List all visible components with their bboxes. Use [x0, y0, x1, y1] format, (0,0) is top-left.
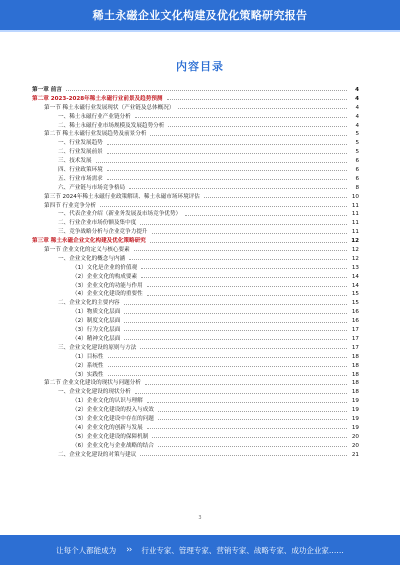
toc-entry-title: 第二章 2023-2028年稀土永磁行业前景及趋势预测 [32, 95, 163, 102]
toc-entry[interactable] [32, 424, 359, 433]
toc-entry-page: 6 [355, 175, 359, 182]
toc-entry-title: 第三节 2024年稀土永磁行业政策解读、稀土永磁市场环境评估 [44, 193, 200, 200]
toc-leader-dots [124, 312, 347, 314]
toc-entry-page: 18 [351, 371, 359, 378]
toc-entry[interactable] [32, 397, 359, 406]
toc-entry[interactable] [32, 113, 359, 122]
toc-leader-dots [204, 196, 347, 198]
toc-entry-page: 16 [351, 309, 359, 316]
toc-entry[interactable] [32, 157, 359, 166]
chevron-icon: ›› [126, 545, 132, 555]
toc-leader-dots [147, 285, 347, 287]
header-divider [0, 30, 400, 32]
toc-entry-title: （1）目标性 [72, 353, 104, 360]
toc-entry-title: 第二节 企业文化建设的现状与问题分析 [44, 380, 141, 387]
toc-leader-dots [167, 98, 347, 100]
toc-entry-page: 19 [351, 398, 359, 405]
toc-entry-title: 二、企业文化的主要内容 [58, 300, 120, 307]
toc-entry-title: （1）文化是企业的价值观 [72, 264, 138, 271]
toc-entry-title: （3）实践性 [72, 371, 104, 378]
toc-entry[interactable] [32, 202, 359, 211]
toc-entry-page: 12 [351, 247, 359, 254]
toc-entry-title: 第三章 稀土永磁企业文化构建及优化策略研究 [32, 238, 146, 245]
document-footer [0, 535, 400, 565]
toc-leader-dots [178, 107, 347, 109]
toc-entry-page: 8 [355, 184, 359, 191]
toc-entry-page: 11 [351, 211, 359, 218]
toc-entry[interactable] [32, 130, 359, 139]
toc-leader-dots [107, 143, 347, 145]
toc-entry[interactable] [32, 308, 359, 317]
toc-leader-dots [145, 383, 347, 385]
toc-entry-page: 14 [351, 273, 359, 280]
toc-entry-page: 11 [351, 229, 359, 236]
toc-entry-title: （4）企业文化建设的重要性 [72, 291, 143, 298]
toc-entry-page: 21 [351, 451, 359, 458]
toc-entry-title: 二、企业文化建设的对策与建议 [58, 451, 137, 458]
toc-entry[interactable] [32, 210, 359, 219]
toc-entry-page: 11 [351, 202, 359, 209]
toc-leader-dots [152, 232, 347, 234]
toc-entry-page: 5 [355, 149, 359, 156]
toc-entry-page: 4 [355, 104, 359, 111]
toc-leader-dots [124, 303, 347, 305]
toc-entry[interactable] [32, 282, 359, 291]
document-header [0, 0, 400, 30]
toc-entry-title: （4）企业文化的创新与发展 [72, 424, 143, 431]
toc-entry[interactable] [32, 379, 359, 388]
toc-entry-page: 12 [351, 255, 359, 262]
toc-entry[interactable] [32, 290, 359, 299]
toc-leader-dots [100, 205, 347, 207]
toc-entry-page: 5 [355, 131, 359, 138]
toc-entry-title: 第一节 企业文化的定义与核心要素 [44, 247, 130, 254]
toc-entry-page: 17 [351, 335, 359, 342]
toc-leader-dots [107, 152, 347, 154]
toc-entry-title: 第四节 行业竞争分析 [44, 202, 97, 209]
toc-leader-dots [141, 276, 347, 278]
toc-leader-dots [158, 445, 347, 447]
toc-entry-page: 4 [355, 113, 359, 120]
toc-entry-title: 三、企业文化建设的原则与方法 [58, 344, 137, 351]
toc-entry-title: 三、技术发展 [58, 158, 92, 165]
toc-entry-page: 6 [355, 167, 359, 174]
toc-entry-page: 19 [351, 424, 359, 431]
toc-leader-dots [158, 418, 347, 420]
toc-entry[interactable] [32, 228, 359, 237]
toc-entry[interactable] [32, 184, 359, 193]
toc-entry[interactable] [32, 406, 359, 415]
toc-entry-title: 四、行业政策环境 [58, 167, 103, 174]
toc-entry[interactable] [32, 237, 359, 246]
toc-entry-title: （2）企业文化建设的投入与成效 [72, 407, 154, 414]
toc-entry-page: 15 [351, 300, 359, 307]
toc-entry[interactable] [32, 388, 359, 397]
toc-entry[interactable] [32, 104, 359, 113]
toc-entry-title: （5）企业文化建设的保障机制 [72, 433, 149, 440]
toc-entry-page: 4 [355, 87, 359, 93]
toc-entry-page: 5 [355, 140, 359, 147]
toc-entry[interactable] [32, 148, 359, 157]
toc-entry[interactable] [32, 442, 359, 451]
toc-entry-page: 19 [351, 407, 359, 414]
toc-entry-title: 五、行业市场需求 [58, 175, 103, 182]
toc-entry[interactable] [32, 193, 359, 202]
toc-entry[interactable] [32, 415, 359, 424]
toc-entry-page: 17 [351, 327, 359, 334]
toc-entry-title: 二、行业发展前景 [58, 149, 103, 156]
toc-entry[interactable] [32, 353, 359, 362]
toc-entry[interactable] [32, 86, 359, 95]
toc-entry-title: （4）精神文化层面 [72, 335, 121, 342]
toc-leader-dots [124, 338, 347, 340]
toc-entry-page: 17 [351, 344, 359, 351]
toc-leader-dots [107, 169, 347, 171]
toc-entry[interactable] [32, 371, 359, 380]
toc-entry-title: 一、稀土永磁行业产业链分析 [58, 113, 131, 120]
toc-entry-page: 16 [351, 318, 359, 325]
toc-entry-title: （2）制度文化层面 [72, 318, 121, 325]
toc-entry-page: 13 [351, 264, 359, 271]
toc-entry-page: 18 [351, 389, 359, 396]
toc-entry-title: 第二节 稀土永磁行业发展趋势及前景分析 [44, 131, 147, 138]
toc-entry[interactable] [32, 335, 359, 344]
toc-title: 内容目录 [176, 60, 224, 73]
toc-entry[interactable] [32, 326, 359, 335]
toc-leader-dots [147, 427, 347, 429]
toc-entry-page: 4 [355, 95, 359, 102]
toc-leader-dots [140, 454, 347, 456]
toc-entry[interactable] [32, 139, 359, 148]
toc-leader-dots [96, 161, 347, 163]
toc-entry-page: 18 [351, 362, 359, 369]
toc-entry[interactable] [32, 255, 359, 264]
toc-entry-title: （2）企业文化的构成要素 [72, 273, 138, 280]
toc-leader-dots [129, 258, 347, 260]
toc-entry[interactable] [32, 166, 359, 175]
toc-entry-title: 六、产业链与市场竞争格局 [58, 184, 126, 191]
toc-entry-title: 二、行业企业市场份额及集中度 [58, 220, 137, 227]
toc-entry[interactable] [32, 246, 359, 255]
toc-leader-dots [124, 329, 347, 331]
toc-leader-dots [141, 267, 347, 269]
toc-leader-dots [135, 392, 347, 394]
toc-leader-dots [66, 89, 347, 91]
toc-entry-page: 4 [355, 122, 359, 129]
toc-entry[interactable] [32, 362, 359, 371]
toc-entry[interactable] [32, 175, 359, 184]
page-number: 3 [198, 515, 202, 521]
toc-entry-title: （3）行为文化层面 [72, 327, 121, 334]
toc-entry-page: 15 [351, 291, 359, 298]
toc-entry[interactable] [32, 344, 359, 353]
toc-leader-dots [147, 401, 347, 403]
toc-entry-title: 一、企业文化的概念与内涵 [58, 255, 126, 262]
toc-leader-dots [108, 374, 347, 376]
toc-leader-dots [140, 347, 347, 349]
toc-leader-dots [152, 436, 347, 438]
toc-entry-title: （3）企业文化建设中存在的问题 [72, 415, 154, 422]
toc-entry-page: 14 [351, 282, 359, 289]
toc-entry-title: 一、企业文化建设的现状分析 [58, 389, 131, 396]
toc-leader-dots [124, 321, 347, 323]
toc-leader-dots [108, 356, 347, 358]
toc-entry-title: 二、稀土永磁行业市场规模及发展趋势分析 [58, 122, 165, 129]
toc-entry-title: 第一章 前言 [32, 87, 62, 93]
toc-entry-page: 11 [351, 220, 359, 227]
toc-leader-dots [150, 134, 347, 136]
toc-entry-title: 三、竞争战略分析与企业竞争力提升 [58, 229, 148, 236]
toc-entry[interactable] [32, 273, 359, 282]
toc-entry-page: 20 [351, 442, 359, 449]
toc-leader-dots [150, 241, 347, 243]
toc-leader-dots [108, 365, 347, 367]
toc-entry[interactable] [32, 299, 359, 308]
toc-entry-page: 12 [351, 238, 359, 245]
toc-entry-title: （1）企业文化的认识与理解 [72, 398, 143, 405]
toc-entry[interactable] [32, 219, 359, 228]
table-of-contents [32, 86, 359, 506]
toc-entry-page: 10 [351, 193, 359, 200]
footer-left-text: 让每个人都能成为 [56, 545, 117, 555]
toc-entry-title: （1）物质文化层面 [72, 309, 121, 316]
toc-entry-page: 6 [355, 158, 359, 165]
toc-leader-dots [107, 178, 347, 180]
toc-entry-title: 一、代表企业介绍（新业务发展及市场竞争优势） [58, 211, 182, 218]
toc-entry-title: （2）系统性 [72, 362, 104, 369]
toc-entry-page: 20 [351, 433, 359, 440]
toc-entry[interactable] [32, 122, 359, 131]
toc-leader-dots [158, 410, 347, 412]
toc-entry-title: 一、行业发展趋势 [58, 140, 103, 147]
toc-entry-title: （3）企业文化的功能与作用 [72, 282, 143, 289]
header-title: 稀土永磁企业文化构建及优化策略研究报告 [92, 9, 308, 22]
toc-leader-dots [134, 249, 347, 251]
toc-entry-page: 18 [351, 353, 359, 360]
toc-leader-dots [185, 214, 347, 216]
toc-entry-title: 第一节 稀土永磁行业发展现状（产业链及总体概况） [44, 104, 175, 111]
toc-entry[interactable] [32, 433, 359, 442]
toc-leader-dots [147, 294, 347, 296]
toc-entry[interactable] [32, 264, 359, 273]
toc-entry[interactable] [32, 451, 359, 460]
toc-entry[interactable] [32, 95, 359, 104]
toc-leader-dots [140, 223, 347, 225]
footer-right-text: 行业专家、管理专家、营销专家、战略专家、成功企业家…… [141, 545, 344, 555]
toc-entry-title: （6）企业文化与企业战略的结合 [72, 442, 154, 449]
toc-entry-page: 18 [351, 380, 359, 387]
toc-leader-dots [135, 116, 347, 118]
toc-leader-dots [168, 125, 347, 127]
toc-entry-page: 19 [351, 415, 359, 422]
toc-entry[interactable] [32, 317, 359, 326]
toc-leader-dots [129, 187, 347, 189]
